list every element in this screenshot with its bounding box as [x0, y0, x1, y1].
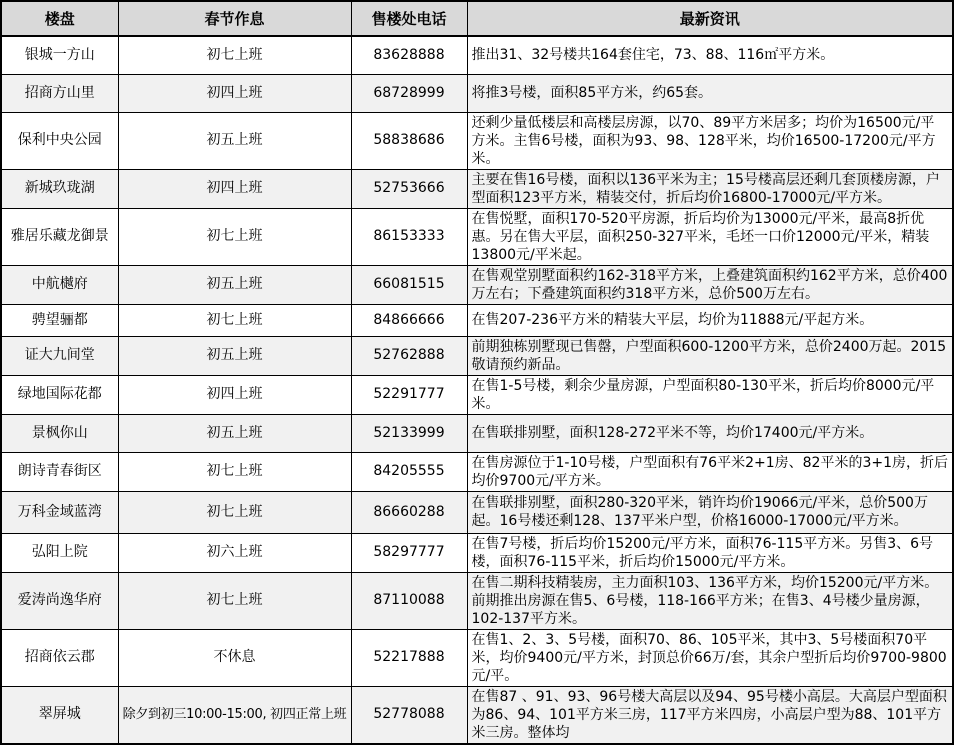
- news-cell: 在售7号楼，折后均价15200元/平方米，面积76-115平方米。另售3、6号楼，面积76-115平米，折后均价15000元/平方米。: [467, 533, 953, 572]
- news-cell: 在售悦墅，面积170-520平房源，折后均价为13000元/平米，最高8折优惠。另在售大平层，面积250-327平米，毛坯一口价12000元/平米，精装13800元/平米起。: [467, 208, 953, 265]
- news-cell: 前期独栋别墅现已售罄，户型面积600-1200平方米，总价2400万起。2015敬请预约新品。: [467, 336, 953, 375]
- phone-cell: 86153333: [351, 208, 467, 265]
- property-name-cell: 雅居乐藏龙御景: [1, 208, 118, 265]
- table-row: [1, 572, 953, 629]
- news-cell: 在售联排别墅，面积280-320平米，销许均价19066元/平米，总价500万起。16号楼还剩128、137平米户型，价格16000-17000元/平方米。: [467, 491, 953, 533]
- schedule-cell: 初四上班: [118, 375, 351, 414]
- schedule-cell: 初七上班: [118, 491, 351, 533]
- property-name-cell: 朗诗青春街区: [1, 452, 118, 491]
- phone-cell: 52217888: [351, 629, 467, 686]
- phone-cell: 84866666: [351, 304, 467, 336]
- schedule-cell: 初四上班: [118, 169, 351, 208]
- news-cell: 在售联排别墅，面积128-272平米不等，均价17400元/平方米。: [467, 414, 953, 452]
- phone-cell: 66081515: [351, 265, 467, 304]
- news-cell: 在售观堂别墅面积约162-318平方米，上叠建筑面积约162平方米，总价400万左右；下叠建筑面积约318平方米，总价500万左右。: [467, 265, 953, 304]
- news-cell: 在售207-236平方米的精装大平层，均价为11888元/平起方米。: [467, 304, 953, 336]
- table-row: [1, 265, 953, 304]
- news-cell: 在售房源位于1-10号楼，户型面积有76平米2+1房、82平米的3+1房，折后均价9700元/平方米。: [467, 452, 953, 491]
- schedule-cell: 初七上班: [118, 452, 351, 491]
- schedule-cell: 除夕到初三10:00-15:00, 初四正常上班: [118, 686, 351, 744]
- table-row: [1, 533, 953, 572]
- news-cell: 在售1-5号楼，剩余少量房源，户型面积80-130平米，折后均价8000元/平米。: [467, 375, 953, 414]
- table-row: [1, 375, 953, 414]
- property-name-cell: 银城一方山: [1, 36, 118, 74]
- phone-cell: 52753666: [351, 169, 467, 208]
- table-row: [1, 491, 953, 533]
- phone-cell: 58838686: [351, 112, 467, 169]
- header-property: 楼盘: [1, 1, 118, 36]
- news-cell: 主要在售16号楼，面积以136平米为主；15号楼高层还剩几套顶楼房源，户型面积123平方米，精装交付，折后均价16800-17000元/平方米。: [467, 169, 953, 208]
- property-name-cell: 保利中央公园: [1, 112, 118, 169]
- news-cell: 在售87 、91、93、96号楼大高层以及94、95号楼小高层。大高层户型面积为86、94、101平方米三房，117平方米四房，小高层户型为88、101平方米三房。整体均: [467, 686, 953, 744]
- property-name-cell: 证大九间堂: [1, 336, 118, 375]
- phone-cell: 86660288: [351, 491, 467, 533]
- table-header-row: [1, 1, 953, 36]
- property-name-cell: 爱涛尚逸华府: [1, 572, 118, 629]
- phone-cell: 58297777: [351, 533, 467, 572]
- schedule-cell: 初六上班: [118, 533, 351, 572]
- header-phone: 售楼处电话: [351, 1, 467, 36]
- table-row: [1, 414, 953, 452]
- property-name-cell: 新城玖珑湖: [1, 169, 118, 208]
- table-row: [1, 336, 953, 375]
- schedule-cell: 初五上班: [118, 112, 351, 169]
- table-row: [1, 629, 953, 686]
- property-name-cell: 招商依云郡: [1, 629, 118, 686]
- phone-cell: 52778088: [351, 686, 467, 744]
- table-row: [1, 112, 953, 169]
- phone-cell: 52291777: [351, 375, 467, 414]
- phone-cell: 68728999: [351, 74, 467, 112]
- schedule-cell: 初七上班: [118, 572, 351, 629]
- property-name-cell: 弘阳上院: [1, 533, 118, 572]
- schedule-cell: 初四上班: [118, 74, 351, 112]
- phone-cell: 52133999: [351, 414, 467, 452]
- header-schedule: 春节作息: [118, 1, 351, 36]
- property-name-cell: 翠屏城: [1, 686, 118, 744]
- news-cell: 将推3号楼，面积85平方米，约65套。: [467, 74, 953, 112]
- table-row: [1, 208, 953, 265]
- phone-cell: 87110088: [351, 572, 467, 629]
- table-row: [1, 36, 953, 74]
- property-name-cell: 景枫你山: [1, 414, 118, 452]
- schedule-cell: 初五上班: [118, 265, 351, 304]
- property-name-cell: 绿地国际花都: [1, 375, 118, 414]
- property-name-cell: 骋望骊都: [1, 304, 118, 336]
- phone-cell: 84205555: [351, 452, 467, 491]
- schedule-cell: 不休息: [118, 629, 351, 686]
- table-row: [1, 304, 953, 336]
- news-cell: 还剩少量低楼层和高楼层房源，以70、89平方米居多；均价为16500元/平方米。主售6号楼，面积为93、98、128平米，均价16500-17200元/平方米。: [467, 112, 953, 169]
- schedule-cell: 初七上班: [118, 304, 351, 336]
- news-cell: 推出31、32号楼共164套住宅，73、88、116㎡平方米。: [467, 36, 953, 74]
- phone-cell: 52762888: [351, 336, 467, 375]
- news-cell: 在售二期科技精装房，主力面积103、136平方米，均价15200元/平方米。前期推出房源在售5、6号楼，118-166平方米；在售3、4号楼少量房源，102-137平方米。: [467, 572, 953, 629]
- table-row: [1, 74, 953, 112]
- property-name-cell: 万科金域蓝湾: [1, 491, 118, 533]
- table-row: [1, 452, 953, 491]
- phone-cell: 83628888: [351, 36, 467, 74]
- news-cell: 在售1、2、3、5号楼，面积70、86、105平米，其中3、5号楼面积70平米，均价9400元/平方米，封顶总价66万/套，其余户型折后均价9700-9800元/平。: [467, 629, 953, 686]
- schedule-cell: 初五上班: [118, 336, 351, 375]
- header-news: 最新资讯: [467, 1, 953, 36]
- table-row: [1, 686, 953, 744]
- property-name-cell: 中航樾府: [1, 265, 118, 304]
- schedule-cell: 初七上班: [118, 36, 351, 74]
- schedule-cell: 初五上班: [118, 414, 351, 452]
- table-row: [1, 169, 953, 208]
- schedule-cell: 初七上班: [118, 208, 351, 265]
- property-name-cell: 招商方山里: [1, 74, 118, 112]
